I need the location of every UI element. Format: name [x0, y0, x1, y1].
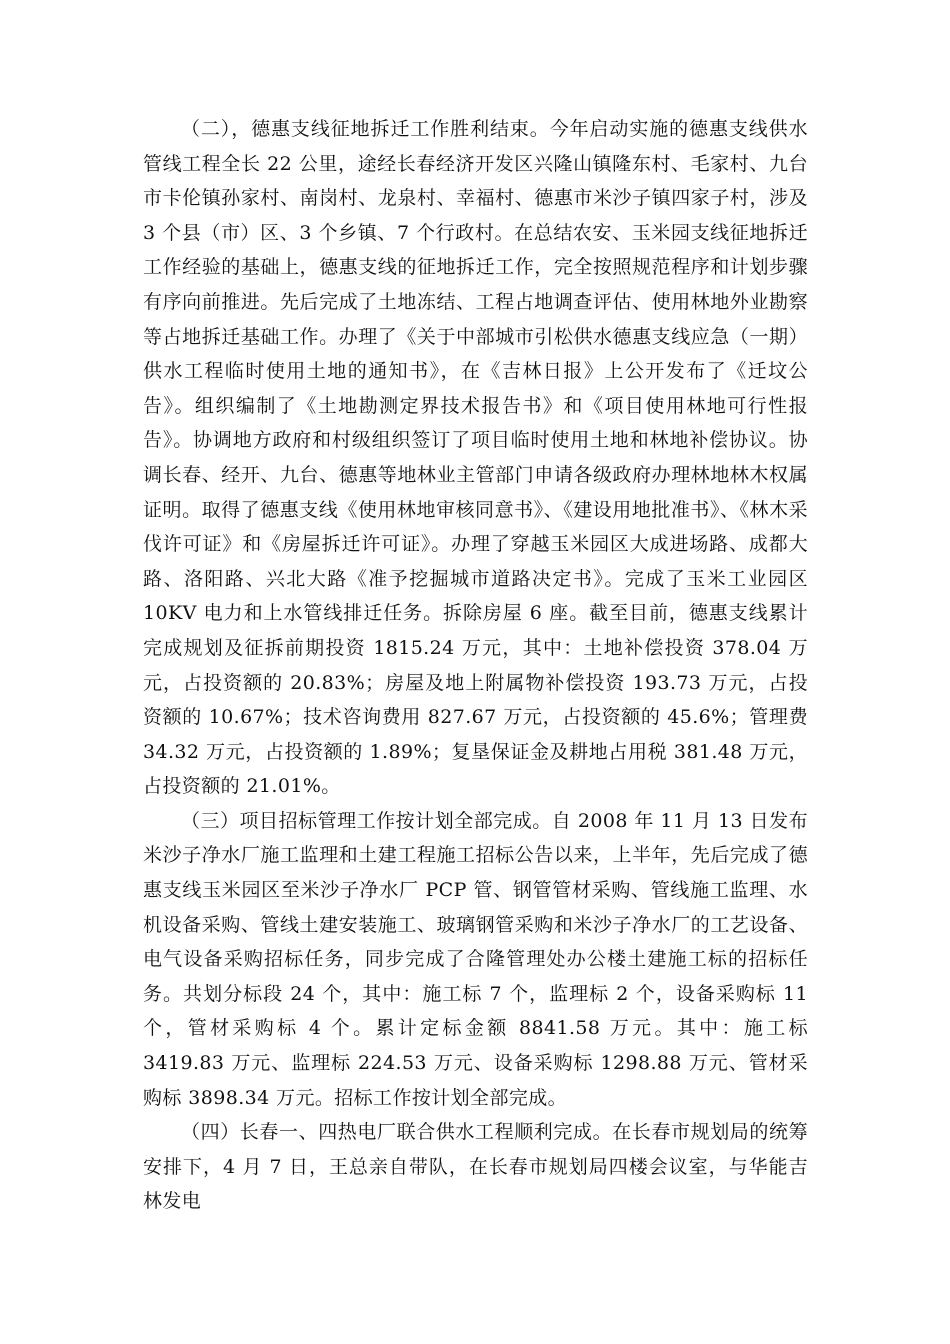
paragraph-bidding-management: （三）项目招标管理工作按计划全部完成。自 2008 年 11 月 13 日发布米沙子净水厂施工监理和土建工程施工招标公告以来，上半年，先后完成了德惠支线玉米园区至米沙子净水厂 PCP 管、钢管管材采购、管线施工监理、水机设备采购、管线土建安装施工、玻璃钢管采购和米沙子净水厂的工艺设备、电气设备采购招标任务，同步完成了合隆管理处办公楼土建施工标的招标任务。共划分标段 24 个，其中：施工标 7 个，监理标 2 个，设备采购标 11 个，管材采购标 4 个。累计定标金额 8841.58 万元。其中：施工标 3419.83 万元、监理标 224.53 万元、设备采购标 1298.88 万元、管材采购标 3898.34 万元。招标工作按计划全部完成。: [143, 809, 808, 1109]
document-body: [143, 112, 808, 1219]
paragraph-dehui-land-acquisition: （二），德惠支线征地拆迁工作胜利结束。今年启动实施的德惠支线供水管线工程全长 22 公里，途经长春经济开发区兴隆山镇隆东村、毛家村、九台市卡伦镇孙家村、南岗村、龙泉村、幸福村、德惠市米沙子镇四家子村，涉及 3 个县（市）区、3 个乡镇、7 个行政村。在总结农安、玉米园支线征地拆迁工作经验的基础上，德惠支线的征地拆迁工作，完全按照规范程序和计划步骤有序向前推进。先后完成了土地冻结、工程占地调查评估、使用林地外业勘察等占地拆迁基础工作。办理了《关于中部城市引松供水德惠支线应急（一期）供水工程临时使用土地的通知书》，在《吉林日报》上公开发布了《迁坟公告》。组织编制了《土地勘测定界技术报告书》和《项目使用林地可行性报告》。协调地方政府和村级组织签订了项目临时使用土地和林地补偿协议。协调长春、经开、九台、德惠等地林业主管部门申请各级政府办理林地林木权属证明。取得了德惠支线《使用林地审核同意书》、《建设用地批准书》、《林木采伐许可证》和《房屋拆迁许可证》。办理了穿越玉米园区大成进场路、成都大路、洛阳路、兴北大路《准予挖掘城市道路决定书》。完成了玉米工业园区 10KV 电力和上水管线排迁任务。拆除房屋 6 座。截至目前，德惠支线累计完成规划及征拆前期投资 1815.24 万元，其中：土地补偿投资 378.04 万元，占投资额的 20.83%；房屋及地上附属物补偿投资 193.73 万元，占投资额的 10.67%；技术咨询费用 827.67 万元，占投资额的 45.6%；管理费 34.32 万元，占投资额的 1.89%；复垦保证金及耕地占用税 381.48 万元，占投资额的 21.01%。: [143, 118, 808, 798]
paragraph-power-plant-water-supply: （四）长春一、四热电厂联合供水工程顺利完成。在长春市规划局的统筹安排下，4 月 7 日，王总亲自带队，在长春市规划局四楼会议室，与华能吉林发电: [143, 1121, 808, 1213]
